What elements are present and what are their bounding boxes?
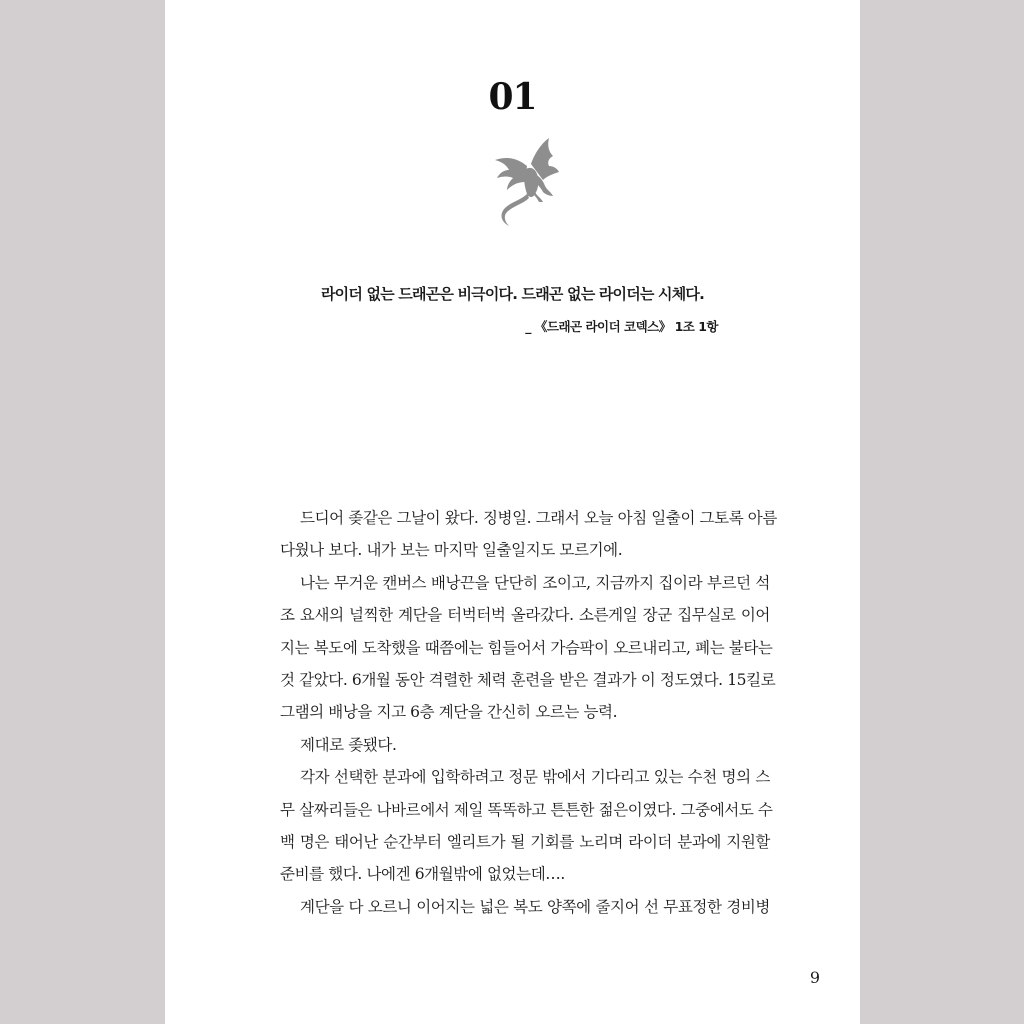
text-line: 각자 선택한 분과에 입학하려고 정문 밖에서 기다리고 있는 수천 명의 스 [300,768,770,787]
text-line: 드디어 좆같은 그날이 왔다. 징병일. 그래서 오늘 아침 일출이 그토록 아름 [300,509,777,527]
chapter-number: 01 [488,76,537,118]
text-line: 무 살짜리들은 나바르에서 제일 똑똑하고 튼튼한 젊은이였다. 그중에서도 수 [280,800,773,819]
book-page [165,0,860,1024]
body-text [280,502,777,923]
text-line: 지는 복도에 도착했을 때쯤에는 힘들어서 가슴팍이 오르내리고, 폐는 불타는 [280,638,773,657]
text-line: 제대로 좆됐다. [300,735,397,754]
text-line: 그램의 배낭을 지고 6층 계단을 간신히 오르는 능력. [280,703,618,722]
text-line: 것 같았다. 6개월 동안 격렬한 체력 훈련을 받은 결과가 이 정도였다. 15킬로 [280,670,776,689]
text-line: 다웠나 보다. 내가 보는 마지막 일출일지도 모르기에. [280,541,623,560]
epigraph-source: _ 《드래곤 라이더 코덱스》 1조 1항 [525,319,718,334]
text-line: 나는 무거운 캔버스 배낭끈을 단단히 조이고, 지금까지 집이라 부르던 석 [300,573,770,592]
page-number: 9 [809,968,820,987]
text-line: 조 요새의 널찍한 계단을 터벅터벅 올라갔다. 소른게일 장군 집무실로 이어 [280,606,770,625]
epigraph-quote: 라이더 없는 드래곤은 비극이다. 드래곤 없는 라이더는 시체다. [320,285,704,303]
text-line: 준비를 했다. 나에겐 6개월밖에 없었는데…. [280,865,565,884]
dragon-icon [491,136,561,230]
text-line: 백 명은 태어난 순간부터 엘리트가 될 기회를 노리며 라이더 분과에 지원할 [280,832,770,851]
text-line: 계단을 다 오르니 이어지는 넓은 복도 양쪽에 줄지어 선 무표정한 경비병 [300,897,770,916]
